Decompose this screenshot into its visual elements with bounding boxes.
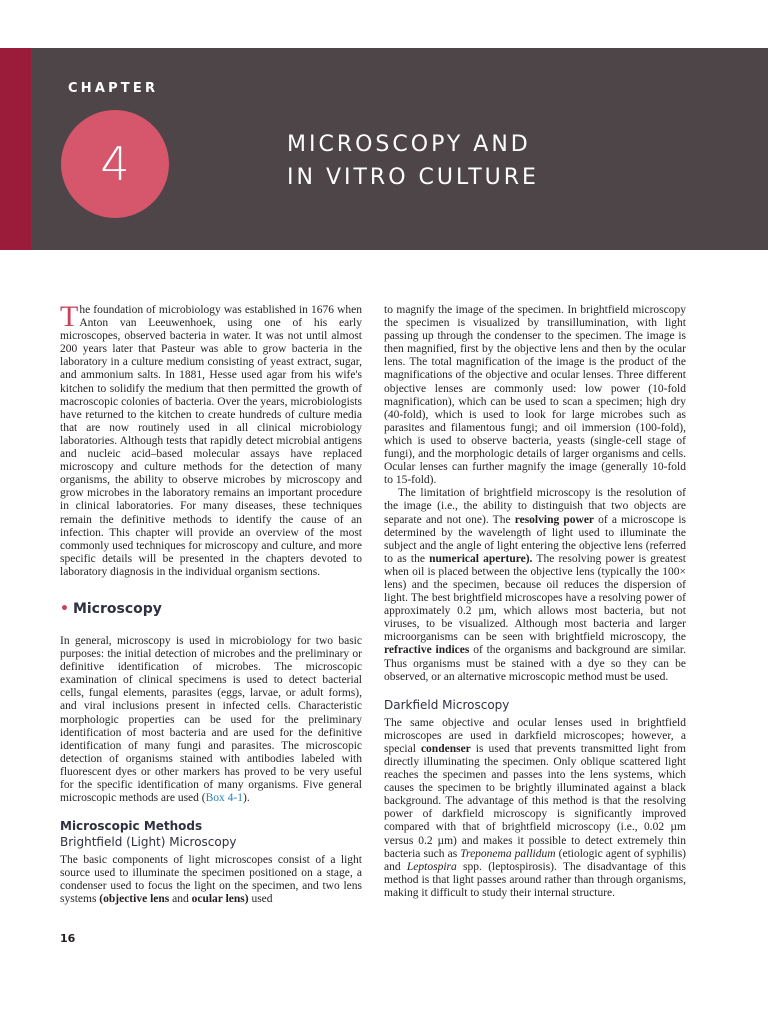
intro-paragraph <box>60 300 362 579</box>
brightfield-text-2c: The resolving power is greatest when oil is placed between the objective lens (typically the 100× lens) and the specimen, because oil reduces the dispersion of light. The best brightfield microscopes have a resolving power of approximately 0.2 µm, which allows most bacteria, but not viruses, to be visualized. Although most bacteria and larger microorganisms can be seen with brightfield microscopy, the <box>384 552 687 644</box>
darkfield-text-a: The same objective and ocular lenses used in brightfield microscopes are used in darkfield microscopes; however, a special <box>384 716 686 755</box>
section-heading-microscopy <box>60 601 362 617</box>
brightfield-paragraph-2 <box>384 487 686 683</box>
organism-leptospira: Leptospira <box>406 860 457 873</box>
chapter-title-line-1: MICROSCOPY AND <box>287 132 531 157</box>
microscopy-paragraph <box>60 635 362 805</box>
subheading-brightfield: Brightfield (Light) Microscopy <box>60 835 237 850</box>
term-refractive-indices: refractive indices <box>384 644 470 657</box>
microscopy-text-end: ). <box>243 792 250 805</box>
chapter-number: 4 <box>100 137 130 191</box>
brightfield-text-c-part1: used <box>248 893 273 906</box>
term-ocular-lens: ocular lens) <box>191 893 249 906</box>
brightfield-paragraph-1-start <box>60 854 362 906</box>
chapter-number-badge <box>61 110 169 218</box>
term-objective-lens: (objective lens <box>99 893 170 906</box>
term-condenser: condenser <box>420 742 471 755</box>
intro-text: he foundation of microbiology was established in 1676 when Anton van Leeuwenhoek, using one of his early microscopes, observed bacteria in water. It was not until almost 200 years later that Pasteur was able to grow bacteria in the laboratory in a culture medium consisting of yeast extract, sugar, and ammonium salts. In 1881, Hesse used agar from his wife's kitchen to solidify the medium that then permitted the growth of macroscopic colonies of bacteria. Over the years, microbiologists have returned to the kitchen to create hundreds of culture media that are now routinely used in all clinical microbiology laboratories. Although tests that rapidly detect microbial antigens and nucleic acid–based molecular assays have replaced microscopy and culture methods for the detection of many organisms, the ability to observe microbes by microscopy and grow microbes in the laboratory remains an important procedure in clinical laboratories. For many diseases, these techniques remain the definitive methods to identify the cause of an infection. This chapter will provide an overview of the most commonly used techniques for microscopy and culture, and more specific details will be presented in the chapters devoted to laboratory diagnosis in the individual organism sections. <box>60 304 362 578</box>
chapter-title <box>287 128 647 194</box>
darkfield-text-d: spp. (leptospirosis). The disadvantage of this method is that light passes around rather than through organisms, making it difficult to study their internal structure. <box>384 860 686 899</box>
right-column <box>384 304 686 900</box>
darkfield-paragraph <box>384 717 686 900</box>
subheading-darkfield: Darkfield Microscopy <box>384 697 510 712</box>
brightfield-text-a: The basic components of light microscopes consist of a light source used to illuminate the specimen positioned on a stage, a condenser used to focus the light on the specimen, and two lens systems <box>60 854 362 906</box>
brightfield-paragraph-1-continued <box>384 304 686 487</box>
brightfield-text-2b: of a microscope is determined by the wavelength of light used to illuminate the subject and the angle of light entering the objective lens (referred to as the <box>384 513 686 565</box>
organism-treponema: Treponema pallidum <box>460 847 556 860</box>
brightfield-text-2d: of the organisms and background are similar. Thus organisms must be stained with a dye so they can be observed, or an alternative microscopic method must be used. <box>384 644 686 683</box>
chapter-label: CHAPTER <box>68 81 159 96</box>
drop-cap: T <box>60 300 79 333</box>
brightfield-text-2a: The limitation of brightfield microscopy is the resolution of the image (i.e., the ability to distinguish that two objects are separate and not one). The <box>384 487 686 526</box>
brightfield-text-c: to magnify the image of the specimen. In brightfield microscopy the specimen is visualized by transillumination, with light passing up through the condenser to the specimen. The image is then magnified, first by the objective lens and then by the ocular lens. The total magnification of the image is the product of the magnifications of the objective and ocular lenses. Three different objective lenses are commonly used: low power (10-fold magnification), which can be used to scan a specimen; high dry (40-fold), which is used to look for large microbes such as parasites and filamentous fungi; and oil immersion (100-fold), which is used to observe bacteria, yeasts (single-cell stage of fungi), and the morphologic details of larger organisms and cells. Ocular lenses can further magnify the image (generally 10-fold to 15-fold). <box>384 304 686 487</box>
microscopy-text: In general, microscopy is used in microbiology for two basic purposes: the initial detection of microbes and the preliminary or definitive identification of microbes. The microscopic examination of clinical specimens is used to detect bacterial cells, fungal elements, parasites (eggs, larvae, or adult forms), and viral inclusions present in infected cells. Characteristic morphologic properties can be used for the preliminary identification of most bacteria and are used for the definitive identification of many fungi and parasites. The microscopic detection of organisms stained with antibodies labeled with fluorescent dyes or other markers has proved to be very useful for the specific identification of many organisms. Five general microscopic methods are used ( <box>60 634 362 805</box>
darkfield-text-b: is used that prevents transmitted light from directly illuminating the specimen. Only oblique scattered light reaches the specimen and passes into the lens systems, which causes the specimen to be brightly illuminated against a black background. The advantage of this method is that the resolving power of darkfield microscopy is significantly improved compared with that of brightfield microscopy (i.e., 0.02 µm versus 0.2 µm) and makes it possible to detect extremely thin bacteria such as <box>384 742 686 860</box>
darkfield-text-c: (etiologic agent of syphilis) and <box>384 847 687 873</box>
section-bullet-icon: • <box>60 600 69 617</box>
page-number: 16 <box>60 932 76 945</box>
subheading-microscopic-methods: Microscopic Methods <box>60 819 203 834</box>
chapter-title-line-2: IN VITRO CULTURE <box>287 165 539 190</box>
brightfield-text-and: and <box>169 893 192 906</box>
term-numerical-aperture: numerical aperture). <box>429 552 533 565</box>
term-resolving-power: resolving power <box>514 513 595 526</box>
chapter-banner <box>0 48 768 250</box>
section-heading-text: Microscopy <box>72 600 162 617</box>
box-link[interactable]: Box 4-1 <box>205 792 243 805</box>
banner-accent-bar <box>0 48 31 250</box>
left-column <box>60 300 362 907</box>
